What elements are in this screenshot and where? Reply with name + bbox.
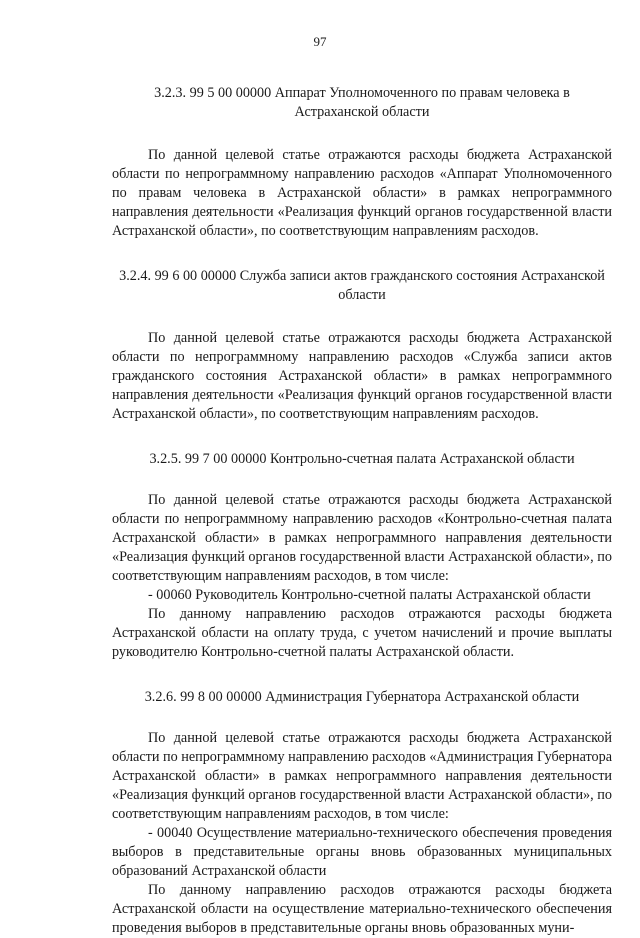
page-number: 97 <box>313 34 327 49</box>
section-paragraph: По данному направлению расходов отражаются расходы бюджета Астраханской области на осуществление материально-технического обеспечения проведения выборов в представительные органы вновь образованных муни- <box>112 882 612 936</box>
section-paragraph: По данному направлению расходов отражаются расходы бюджета Астраханской области на оплату труда, с учетом начислений и прочие выплаты руководителю Контрольно-счетной палаты Астраханской области. <box>112 606 612 660</box>
section-paragraph: По данной целевой статье отражаются расходы бюджета Астраханской области по непрограммному направлению расходов «Аппарат Уполномоченного по правам человека в Астраханской области» в рамках непрограммного направления деятельности «Реализация функций органов государственной власти Астраханской области», по соответствующим направлениям расходов. <box>112 147 612 239</box>
expense-direction-item: - 00060 Руководитель Контрольно-счетной палаты Астраханской области <box>148 587 591 603</box>
section-heading: 3.2.4. 99 6 00 00000 Служба записи актов гражданского состояния Астраханской области <box>119 268 605 303</box>
section-heading: 3.2.5. 99 7 00 00000 Контрольно-счетная палата Астраханской области <box>149 451 575 467</box>
section-3-2-3 <box>112 84 612 241</box>
section-paragraph: По данной целевой статье отражаются расходы бюджета Астраханской области по непрограммному направлению расходов «Служба записи актов гражданского состояния Астраханской области» в рамках непрограммного направления деятельности «Реализация функций органов государственной власти Астраханской области», по соответствующим направлениям расходов. <box>112 330 612 422</box>
section-heading: 3.2.3. 99 5 00 00000 Аппарат Уполномоченного по правам человека в Астраханской области <box>154 85 570 120</box>
document-body <box>112 84 612 938</box>
section-3-2-6 <box>112 688 612 938</box>
section-3-2-4 <box>112 267 612 424</box>
section-3-2-5 <box>112 450 612 662</box>
section-heading: 3.2.6. 99 8 00 00000 Администрация Губернатора Астраханской области <box>144 689 580 705</box>
expense-direction-item: - 00040 Осуществление материально-технического обеспечения проведения выборов в представительные органы вновь образованных муниципальных образований Астраханской области <box>112 825 612 879</box>
section-paragraph: По данной целевой статье отражаются расходы бюджета Астраханской области по непрограммному направлению расходов «Администрация Губернатора Астраханской области» в рамках непрограммного направления деятельности «Реализация функций органов государственной власти Астраханской области», по соответствующим направлениям расходов, в том числе: <box>112 730 612 822</box>
section-paragraph: По данной целевой статье отражаются расходы бюджета Астраханской области по непрограммному направлению расходов «Контрольно-счетная палата Астраханской области» в рамках непрограммного направления деятельности «Реализация функций органов государственной власти Астраханской области», по соответствующим направлениям расходов, в том числе: <box>112 492 612 584</box>
